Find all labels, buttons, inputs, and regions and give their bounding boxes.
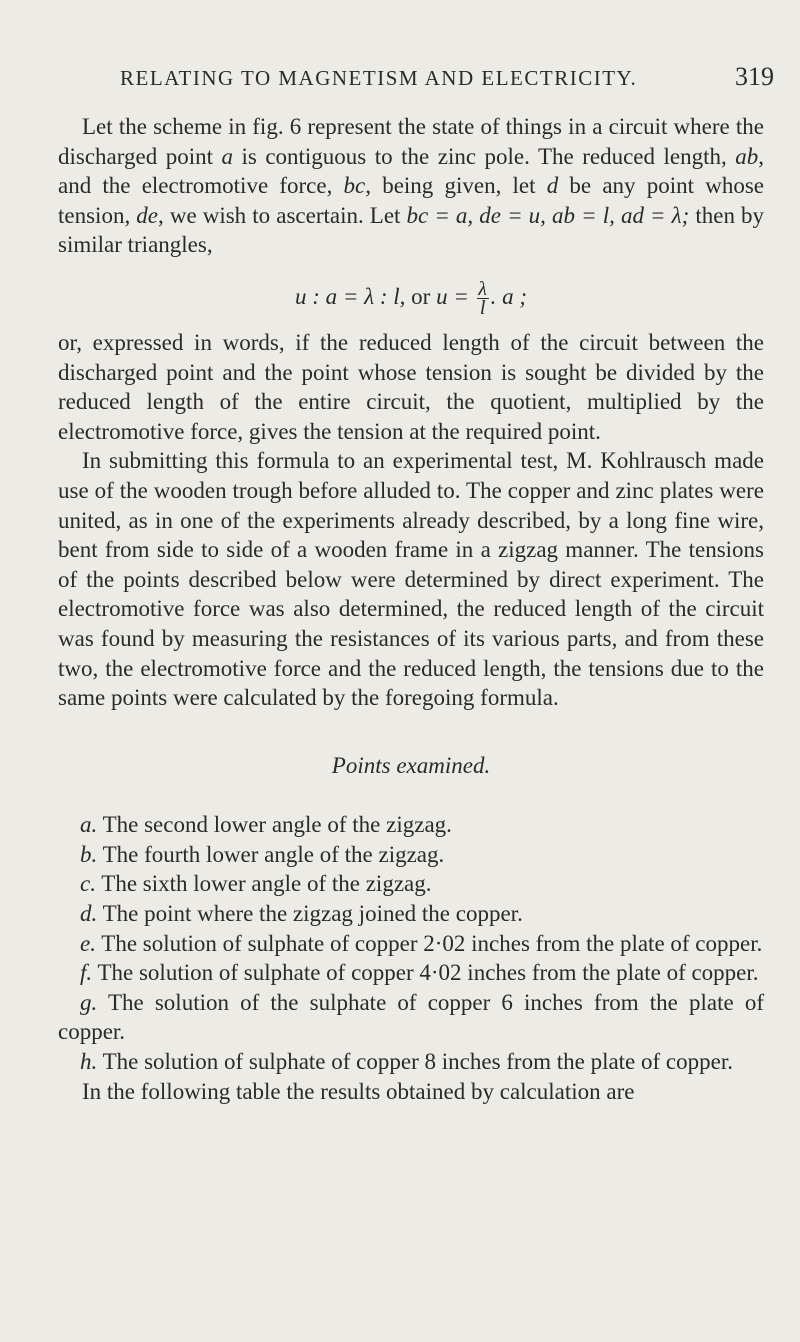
paragraph-2: or, expressed in words, if the reduced length of the circuit between the discharged point and the point whose tension is sought be divided by the reduced length of the entire circuit, the quotient, multiplied by the electromotive force, gives the tension at the required point. <box>58 329 764 444</box>
header-title: RELATING TO MAGNETISM AND ELECTRICITY. <box>120 66 638 90</box>
points-list <box>58 810 764 1076</box>
formula <box>58 266 764 324</box>
section-title: Points examined. <box>331 752 491 778</box>
list-item: e. The solution of sulphate of copper 2·02 inches from the plate of copper. <box>80 930 763 956</box>
paragraph-1: Let the scheme in fig. 6 represent the state of things in a circuit where the discharged point a is contiguous to the zinc pole. The reduced length, ab, and the electromotive force, bc, being given, let d be any point whose tension, de, we wish to ascertain. Let bc = a, de = u, ab = l, ad = λ; then by similar triangles, <box>58 114 765 258</box>
fraction-denominator: l <box>479 296 486 319</box>
body-text <box>58 112 764 1106</box>
formula-u-equals: u = <box>436 283 475 309</box>
paragraph-3: In submitting this formula to an experimental test, M. Kohlrausch made use of the wooden trough before alluded to. The copper and zinc plates were united, as in one of the experiments already described, by a long fine wire, bent from side to side of a wooden frame in a zigzag manner. The tensions of the points described below were determined by direct experiment. The electromotive force was also determined, the reduced length of the circuit was found by measuring the resistances of its various parts, and from these two, the electromotive force and the reduced length, the tensions due to the same points were calculated by the foregoing formula. <box>58 448 764 711</box>
list-item: f. The solution of sulphate of copper 4·02 inches from the plate of copper. <box>80 960 759 986</box>
formula-multiplier: . a ; <box>490 283 528 309</box>
paragraph-4: In the following table the results obtained by calculation are <box>82 1078 635 1104</box>
list-item: d. The point where the zigzag joined the copper. <box>80 901 523 927</box>
formula-fraction <box>477 277 489 319</box>
page-number: 319 <box>735 62 774 91</box>
running-header <box>0 62 800 98</box>
fraction-numerator: λ <box>478 277 487 300</box>
list-item: h. The solution of sulphate of copper 8 inches from the plate of copper. <box>80 1049 733 1075</box>
list-item: g. The solution of the sulphate of copper 6 inches from the plate of copper. <box>58 989 764 1045</box>
formula-or: or <box>405 283 437 309</box>
list-item: b. The fourth lower angle of the zigzag. <box>80 841 445 867</box>
list-item: a. The second lower angle of the zigzag. <box>80 812 452 838</box>
list-item: c. The sixth lower angle of the zigzag. <box>80 871 432 897</box>
formula-proportion: u : a = λ : l, <box>294 283 406 309</box>
